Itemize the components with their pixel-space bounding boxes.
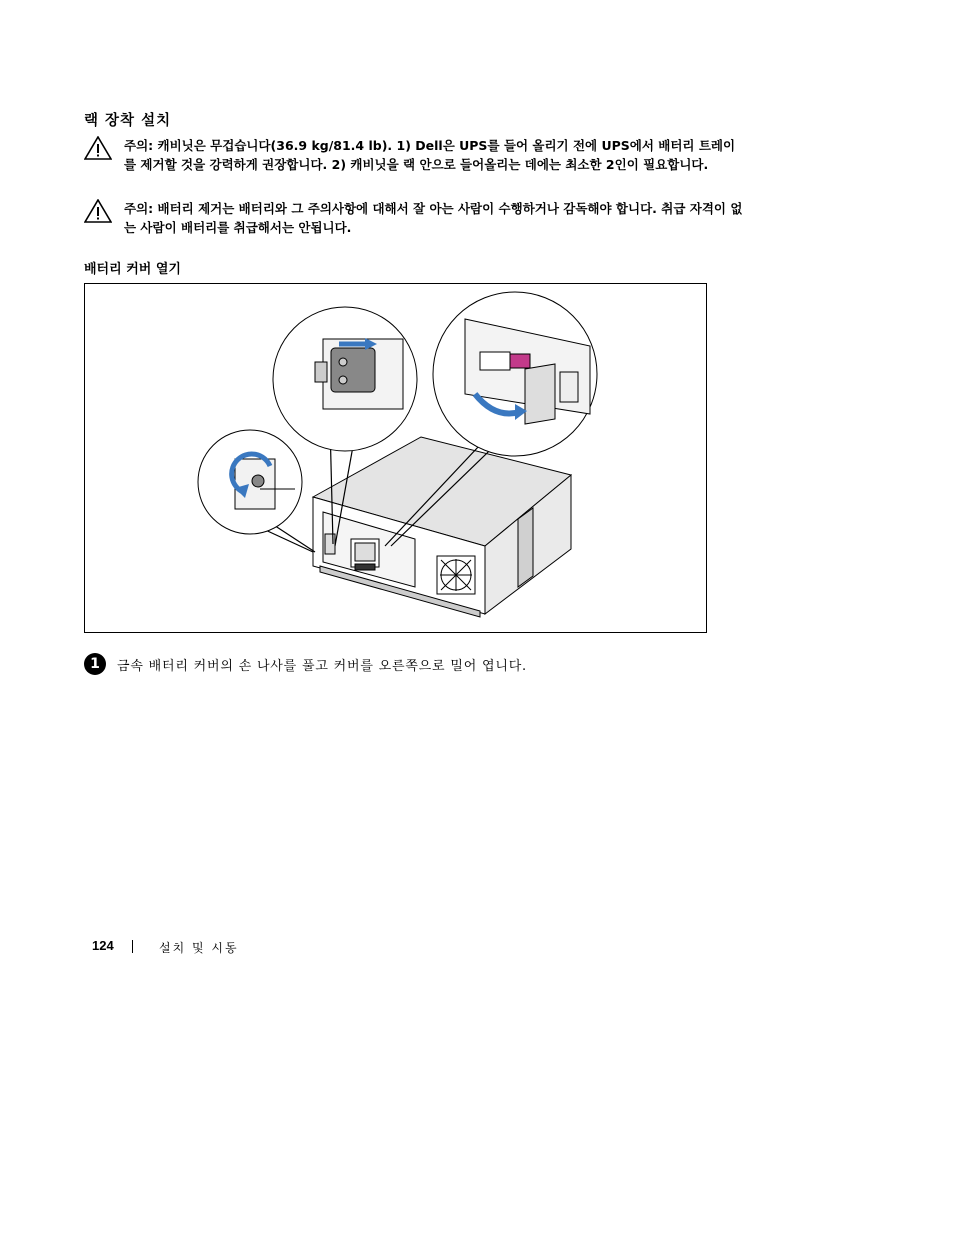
warning-triangle-icon [84, 199, 112, 223]
step-1 [84, 653, 704, 677]
caution-label: 주의: [124, 201, 154, 216]
caution-notice-battery [84, 199, 744, 239]
caution-notice-weight [84, 136, 744, 196]
page-number: 124 [92, 938, 114, 953]
zoom-screw-detail [198, 430, 302, 534]
section-subheading: 배터리 커버 열기 [84, 262, 181, 277]
page-heading: 랙 장착 설치 [84, 113, 172, 129]
caution-text [124, 136, 744, 174]
figure-frame [84, 283, 707, 633]
caution-body: 배터리 제거는 배터리와 그 주의사항에 대해서 잘 아는 사람이 수행하거나 감독해야 합니다. 취급 자격이 없는 사람이 배터리를 취급해서는 안됩니다. [124, 201, 743, 235]
zoom-open-cover-detail [433, 292, 597, 456]
footer-divider [132, 940, 133, 953]
caution-text [124, 199, 744, 237]
step-text: 금속 배터리 커버의 손 나사를 풀고 커버를 오른쪽으로 밀어 엽니다. [117, 659, 527, 674]
footer-section-title: 설치 및 시동 [159, 941, 239, 955]
caution-body: 캐비닛은 무겁습니다(36.9 kg/81.4 lb). 1) Dell은 UPS를 들어 올리기 전에 UPS에서 배터리 트레이를 제거할 것을 강력하게 권장합니다. 2) 캐비닛을 랙 안으로 들어올리는 데에는 최소한 2인이 필요합니다. [124, 138, 736, 172]
page-footer [92, 938, 392, 958]
zoom-slide-detail [273, 307, 417, 451]
ups-unit [313, 437, 571, 617]
step-number-badge: 1 [84, 653, 106, 675]
caution-label: 주의: [124, 138, 154, 153]
warning-triangle-icon [84, 136, 112, 160]
ups-battery-cover-illustration [85, 284, 706, 632]
